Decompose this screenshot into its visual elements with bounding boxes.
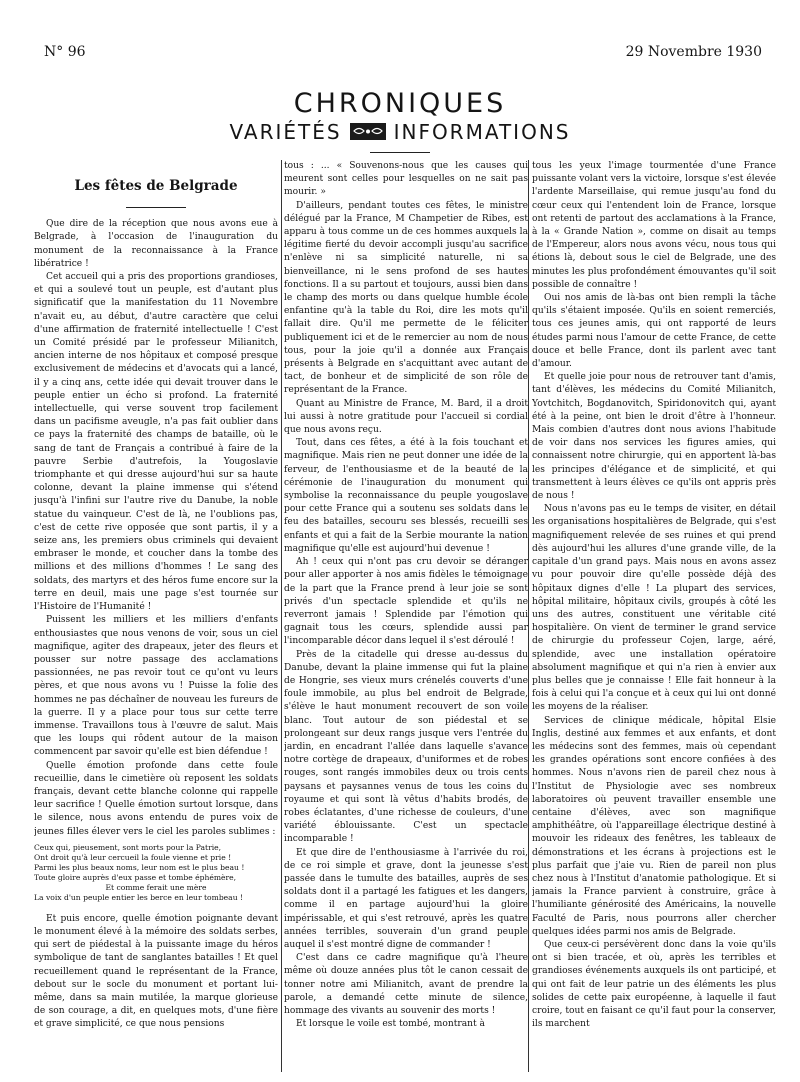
poem-line: Ceux qui, pieusement, sont morts pour la Patrie,	[34, 842, 222, 852]
paragraph: Puissent les milliers et les milliers d'enfants enthousiastes que nous venons de voir, sous un ciel magnifique, agiter des drapeaux, jeter des fleurs et pousser sur notre passage des acclamations passionnées, ne pas revoir tout ce qu'ont vu leurs pères, et que nous avons vu ! Puisse la folie des hommes ne pas déchaîner de nouveau les fureurs de la guerre. Il y a place pour tous sur cette terre immense. Travaillons tous à l'œuvre de salut. Mais que les loups qui rôdent autour de la maison commencent par savoir qu'elle est bien défendue !	[34, 615, 278, 758]
column-divider	[281, 160, 282, 1072]
article-title: Les fêtes de Belgrade	[74, 178, 238, 194]
paragraph: Et quelle joie pour nous de retrouver tant d'amis, tant d'élèves, les médecins du Comité Milianitch, Yovtchitch, Bogdanovitch, Spiridonovitch qui, ayant été à la peine, ont bien le droit d'être à l'honneur. Mais combien d'autres dont nous avions l'habitude de voir dans nos services les figures amies, qui connaissent notre chirurgie, qui en apportent là-bas les principes d'élégance et de simplicité, et qui transmettent à leurs élèves ce qu'ils ont appris près de nous !	[532, 372, 776, 502]
paragraph: Que dire de la réception que nous avons eue à Belgrade, à l'occasion de l'inauguration du monument de la reconnaissance à la France libératrice !	[34, 219, 278, 269]
article-column-3	[532, 160, 776, 1074]
paragraph: Nous n'avons pas eu le temps de visiter, en détail les organisations hospitalières de Belgrade, qui s'est magnifiquement relevée de ses ruines et qui prend dès aujourd'hui les allures d'une grande ville, de la capitale d'un grand pays. Mais nous en avons assez vu pour pouvoir dire qu'elle possède déjà des hôpitaux dignes d'elle ! La plupart des services, hôpital militaire, hôpitaux civils, groupés à côté les uns des autres, constituent une véritable cité hospitalière. On vient de terminer le grand service de chirurgie du professeur Cojen, large, aéré, splendide, avec une installation opératoire absolument magnifique et qui n'a rien à envier aux plus belles que je connaisse ! Elle fait honneur à la fois à celui qui l'a conçue et à ceux qui lui ont donné les moyens de la réaliser.	[532, 504, 776, 713]
paragraph: Et que dire de l'enthousiasme à l'arrivée du roi, de ce roi simple et grave, dont la jeunesse s'est passée dans le tumulte des batailles, auprès de ses soldats dont il a partagé les fatigues et les dangers, comme il en partage aujourd'hui la gloire impérissable, et qui s'est retrouvé, après les quatre années terribles, souverain d'un grand peuple auquel il s'est montré digne de commander !	[284, 847, 528, 950]
paragraph: Que ceux-ci persévèrent donc dans la voie qu'ils ont si bien tracée, et où, après les terribles et grandioses événements auxquels ils ont participé, et qui ont fait de leur patrie un des éléments les plus solides de cette paix européenne, à laquelle il faut croire, tout en faisant ce qu'il faut pour la conserver, ils marchent	[532, 939, 776, 1030]
paragraph: Oui nos amis de là-bas ont bien rempli la tâche qu'ils s'étaient imposée. Qu'ils en soient remerciés, tous ces jeunes amis, qui ont rapporté de leurs études parmi nous l'amour de cette France, de cette douce et belle France, dont ils parlent avec tant d'amour.	[532, 293, 776, 370]
paragraph: Services de clinique médicale, hôpital Elsie Inglis, destiné aux femmes et aux enfants, et dont les médecins sont des femmes, mais où cependant les grandes opérations sont encore confiées à des hommes. Nous n'avons rien de pareil chez nous à l'Institut de Physiologie avec ses nombreux laboratoires où peuvent travailler ensemble une centaine d'élèves, avec son magnifique amphithéâtre, où l'appareillage électrique destiné à mouvoir les rideaux des fenêtres, les tableaux de démonstrations et les écrans à projections est le plus parfait que j'aie vu. Rien de pareil non plus chez nous à l'Institut d'anatomie pathologique. Et si jamais la France parvient à construire, grâce à l'humiliante générosité des Américains, la nouvelle Faculté de Paris, nous pourrons aller chercher quelques idées parmi nos amis de Belgrade.	[532, 715, 776, 937]
poem-line: Parmi les plus beaux noms, leur nom est le plus beau !	[34, 862, 245, 872]
paragraph: tous les yeux l'image tourmentée d'une France puissante volant vers la victoire, lorsque s'est élevée l'ardente Marseillaise, qui remue jusqu'au fond du cœur ceux qui l'entendent loin de France, lorsque ont retenti de partout des acclamations à la France, à la « Grande Nation », comme on disait au temps de l'Empereur, alors nous avons vécu, nous tous qui étions là, debout sous le ciel de Belgrade, une des minutes les plus profondément émouvantes qu'il soit possible de connaître !	[532, 161, 776, 290]
section-subtitle	[0, 120, 800, 144]
subtitle-informations: INFORMATIONS	[393, 120, 571, 144]
subtitle-varietes: VARIÉTÉS	[229, 120, 342, 144]
column-divider	[528, 160, 529, 1072]
paragraph: Cet accueil qui a pris des proportions grandioses, et qui a soulevé tout un peuple, est d'autant plus significatif que la manifestation du 11 Novembre n'avait eu, au début, d'autre caractère que celui d'une affirmation de fraternité intellectuelle ! C'est un Comité présidé par le professeur Milianitch, ancien interne de nos hôpitaux et composé presque exclusivement de médecins et d'avocats qui a lancé, il y a cinq ans, cette idée qui devait trouver dans le peuple entier un écho si profond. La fraternité intellectuelle, qui verse souvent trop facilement dans un pacifisme aveugle, n'a pas fait oublier dans ce pays la fraternité des champs de bataille, où le sang de tant de Français a contribué à faire de la pauvre Serbie d'autrefois, la Yougoslavie triomphante et qui dresse aujourd'hui sur sa haute colonne, devant la plaine immense qui s'étend jusqu'à l'infini sur l'autre rive du Danube, la noble statue du vainqueur. C'est de là, ne l'oublions pas, c'est de cette rive opposée que sont partis, il y a seize ans, les premiers obus criminels qui devaient embraser le monde, et coucher dans la tombe des millions et des millions d'hommes ! Le sang des soldats, des martyrs et des héros fume encore sur la terre en deuil, mais une page s'est tournée sur l'Histoire de l'Humanité !	[34, 272, 278, 613]
poem-quote	[34, 843, 278, 903]
paragraph: C'est dans ce cadre magnifique qu'à l'heure même où douze années plus tôt le canon cessait de tonner notre ami Milianitch, avant de prendre la parole, a demandé cette minute de silence, hommage des vivants au souvenir des morts !	[284, 953, 528, 1016]
section-title: CHRONIQUES	[293, 88, 507, 119]
paragraph: tous : ... « Souvenons-nous que les causes qui meurent sont celles pour lesquelles on ne sait pas mourir. »	[284, 161, 528, 198]
ornamental-block-icon	[350, 123, 386, 140]
paragraph: Ah ! ceux qui n'ont pas cru devoir se déranger pour aller apporter à nos amis fidèles le témoignage de la part que la France prend à leur joie se sont privés d'un spectacle splendide et qu'ils ne reverront jamais ! Splendide par l'émotion qui gagnait tous les cœurs, splendide aussi par l'incomparable décor dans lequel il s'est déroulé !	[284, 557, 528, 647]
article-column-2	[284, 160, 528, 1074]
paragraph: Et puis encore, quelle émotion poignante devant le monument élevé à la mémoire des soldats serbes, qui sert de piédestal à la puissante image du héros symbolique de tant de sanglantes batailles ! Et quel recueillement quand le représentant de la France, debout sur le socle du monument et portant lui-même, dans sa main mutilée, la marque glorieuse de son courage, a dit, en quelques mots, d'une fière et grave simplicité, ce que nous pensions	[34, 913, 278, 1030]
paragraph: Quelle émotion profonde dans cette foule recueillie, dans le cimetière où reposent les soldats français, devant cette blanche colonne qui rappelle leur sacrifice ! Quelle émotion surtout lorsque, dans le silence, nous avons entendu de pures voix de jeunes filles élever vers le ciel les paroles sublimes :	[34, 760, 278, 837]
title-divider	[126, 207, 186, 208]
paragraph: Tout, dans ces fêtes, a été à la fois touchant et magnifique. Mais rien ne peut donner une idée de la ferveur, de l'enthousiasme et de la beauté de la cérémonie de l'inauguration du monument qui symbolise la reconnaissance du peuple yougoslave pour cette France qui a soutenu ses soldats dans le feu des batailles, secouru ses blessés, recueilli ses enfants et qui a fait de la Serbie mourante la nation magnifique qu'elle est aujourd'hui devenue !	[284, 438, 528, 554]
paragraph: Près de la citadelle qui dresse au-dessus du Danube, devant la plaine immense qui fut la plaine de Hongrie, ses vieux murs crénelés couverts d'une foule immobile, au plus bel endroit de Belgrade, s'élève le haut monument recouvert de son voile blanc. Tout autour de son piédestal et se prolongeant sur deux rangs jusque vers l'entrée du jardin, en encadrant l'allée dans laquelle s'avance notre cortège de drapeaux, d'uniformes et de robes rouges, sont rangés immobiles deux ou trois cents paysans et paysannes venus de tous les coins du royaume et qui sont là vêtus d'habits brodés, de robes éclatantes, d'une richesse de couleurs, d'une variété éblouissante. C'est un spectacle incomparable !	[284, 649, 528, 845]
article-column-1	[34, 172, 278, 1074]
poem-line: Ont droit qu'à leur cercueil la foule vienne et prie !	[34, 852, 232, 862]
poem-line: La voix d'un peuple entier les berce en leur tombeau !	[34, 892, 244, 902]
header-divider	[370, 152, 430, 153]
paragraph: D'ailleurs, pendant toutes ces fêtes, le ministre délégué par la France, M Champetier de Ribes, est apparu à tous comme un de ces hommes auxquels la légitime fierté du devoir accompli jusqu'au sacrifice n'enlève ni sa simplicité naturelle, ni sa bienveillance, ni le sens profond de ses hautes fonctions. Il a su partout et toujours, aussi bien dans le champ des morts ou dans quelque humble école enfantine qu'à la table du Roi, dire les mots qu'il fallait dire. Qu'il me permette de le féliciter publiquement ici et de le remercier au nom de nous tous, pour la joie qu'il a donnée aux Français présents à Belgrade en s'acquittant avec autant de tact, de bonheur et de simplicité de son rôle de représentant de la France.	[284, 200, 528, 396]
poem-line: Et comme ferait une mère	[105, 882, 207, 892]
issue-number: N° 96	[44, 44, 86, 60]
paragraph: Et lorsque le voile est tombé, montrant à	[296, 1019, 485, 1030]
poem-line: Toute gloire auprès d'eux passe et tombe éphémère,	[34, 872, 237, 882]
paragraph: Quant au Ministre de France, M. Bard, il a droit lui aussi à notre gratitude pour l'accueil si cordial que nous avons reçu.	[284, 398, 528, 436]
issue-date: 29 Novembre 1930	[625, 44, 762, 60]
